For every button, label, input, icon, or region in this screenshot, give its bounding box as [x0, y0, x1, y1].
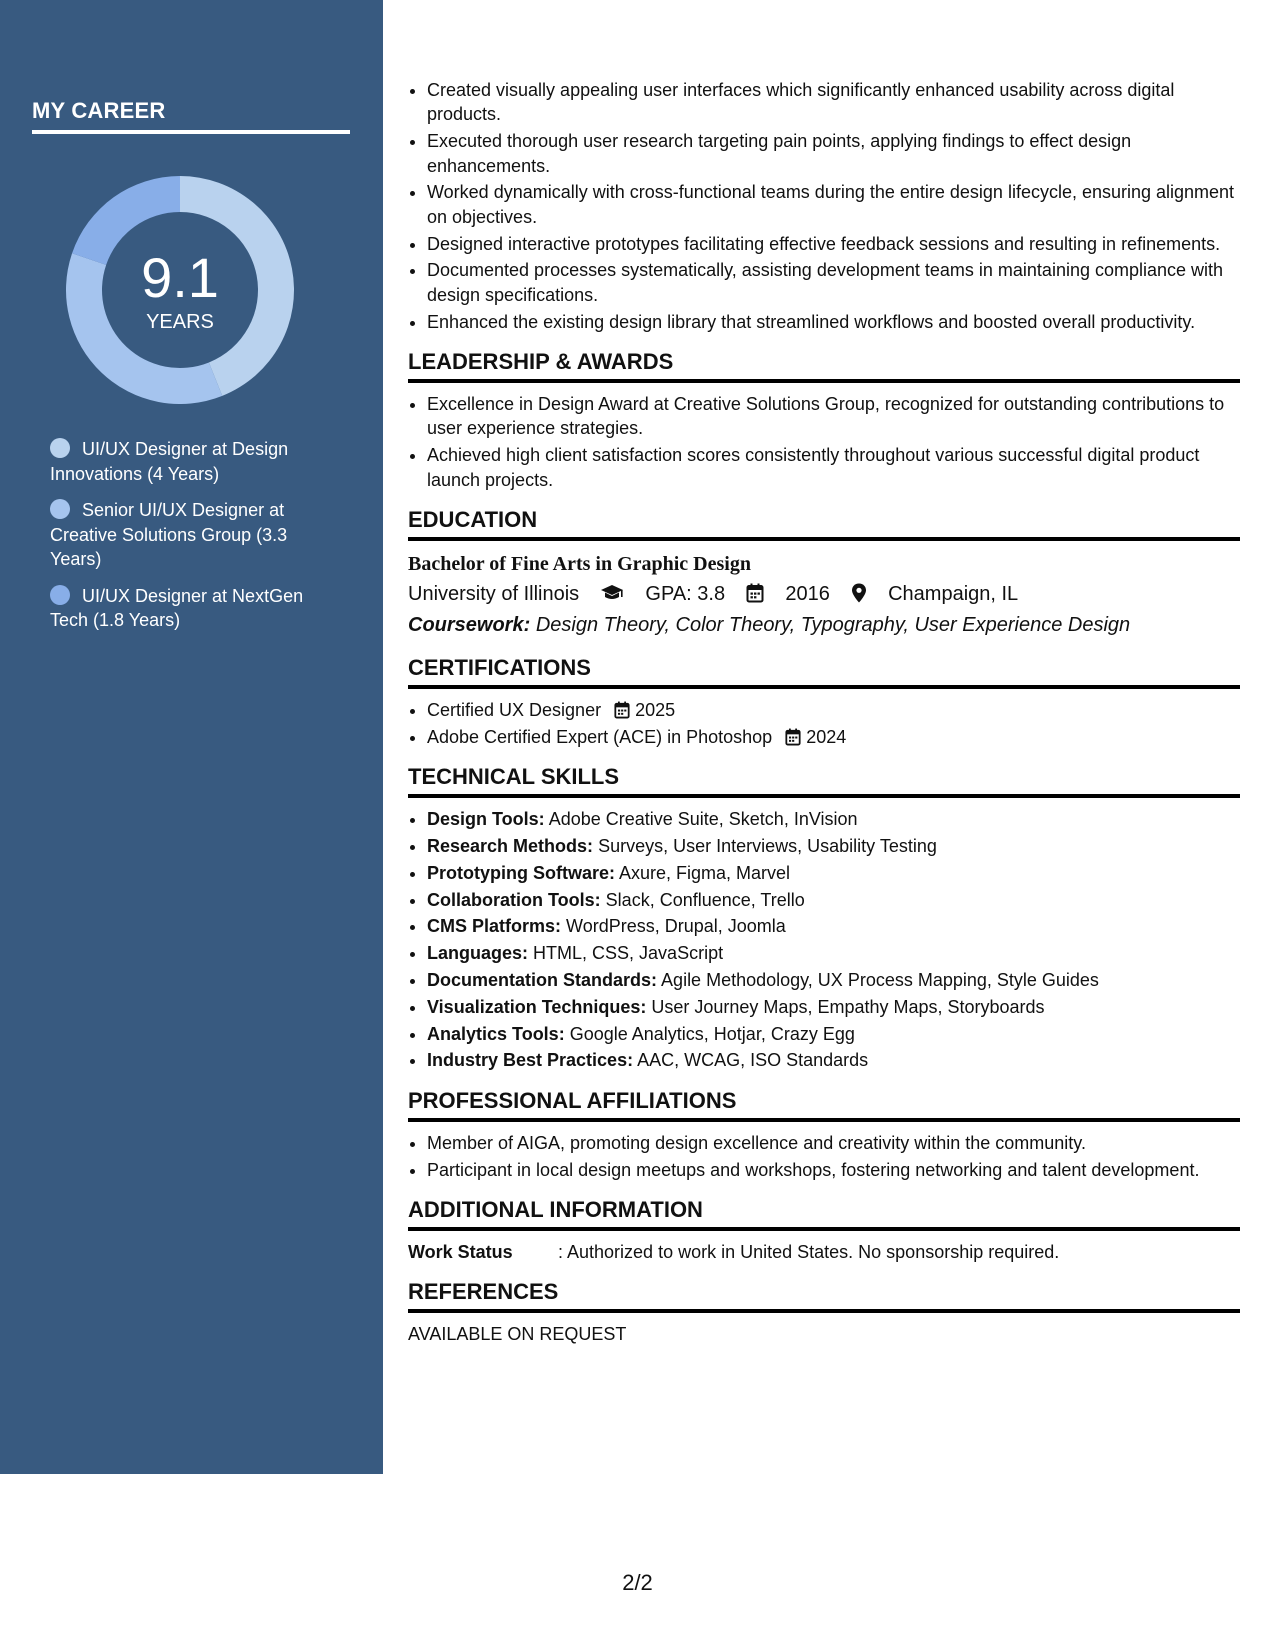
- skill-item: [427, 941, 1240, 965]
- skill-value: Surveys, User Interviews, Usability Testing: [598, 836, 937, 857]
- education-gpa: GPA: 3.8: [645, 583, 726, 606]
- education-year: 2016: [785, 583, 830, 606]
- career-legend: [50, 437, 320, 645]
- skill-item: [427, 968, 1240, 992]
- career-title: MY CAREER: [32, 98, 166, 123]
- list-item: • Achieved high client satisfaction scores consistently throughout various successful digital product launch projects.: [427, 443, 1240, 492]
- skill-item: [427, 914, 1240, 938]
- skill-label: Analytics Tools:: [427, 1023, 565, 1044]
- skill-item: [427, 834, 1240, 858]
- skill-value: WordPress, Drupal, Joomla: [566, 916, 786, 937]
- leadership-heading: LEADERSHIP & AWARDS: [408, 348, 1240, 383]
- map-pin-icon: [851, 583, 867, 603]
- education-coursework: [408, 610, 1240, 640]
- list-item: • Member of AIGA, promoting design excellence and creativity within the community.: [427, 1131, 1240, 1155]
- list-item: • Excellence in Design Award at Creative Solutions Group, recognized for outstanding contributions to user experience strategies.: [427, 392, 1240, 441]
- skill-value: Adobe Creative Suite, Sketch, InVision: [548, 809, 858, 830]
- skill-value: HTML, CSS, JavaScript: [533, 943, 724, 964]
- skill-value: Axure, Figma, Marvel: [619, 862, 791, 883]
- coursework-label: Coursework:: [408, 614, 531, 637]
- education-school: University of Illinois: [408, 583, 580, 606]
- career-total-unit: YEARS: [146, 311, 214, 333]
- list-item: • Participant in local design meetups and workshops, fostering networking and talent development.: [427, 1158, 1240, 1182]
- skill-value: AAC, WCAG, ISO Standards: [637, 1050, 869, 1071]
- references-text: AVAILABLE ON REQUEST: [408, 1324, 627, 1345]
- career-title-rule: [32, 130, 350, 134]
- graduation-cap-icon: [600, 583, 624, 603]
- skill-item: [427, 1048, 1240, 1072]
- legend-dot-icon: [50, 585, 70, 605]
- skill-value: Agile Methodology, UX Process Mapping, Style Guides: [661, 970, 1099, 991]
- certification-name: Certified UX Designer: [427, 700, 602, 721]
- calendar-icon: [785, 728, 801, 746]
- list-item: • Worked dynamically with cross-functional teams during the entire design lifecycle, ensuring alignment on objectives.: [427, 180, 1240, 229]
- education-details: [408, 578, 1240, 610]
- skill-item: [427, 861, 1240, 885]
- resume-main-column: [408, 78, 1240, 1346]
- list-item: • Created visually appealing user interfaces which significantly enhanced usability across digital products.: [427, 78, 1240, 127]
- skill-label: Documentation Standards:: [427, 970, 658, 991]
- certification-year: 2025: [635, 700, 676, 721]
- leadership-list: [408, 392, 1240, 492]
- career-legend-item: [50, 437, 320, 486]
- skills-heading: TECHNICAL SKILLS: [408, 763, 1240, 798]
- education-heading: EDUCATION: [408, 506, 1240, 541]
- list-item: • Documented processes systematically, assisting development teams in maintaining compliance with design specifications.: [427, 258, 1240, 307]
- career-sidebar: [0, 0, 383, 1474]
- skill-value: Google Analytics, Hotjar, Crazy Egg: [569, 1023, 855, 1044]
- references-heading: REFERENCES: [408, 1278, 1240, 1313]
- skill-item: [427, 1022, 1240, 1046]
- list-item: • Executed thorough user research targeting pain points, applying findings to effect design enhancements.: [427, 129, 1240, 178]
- certification-name: Adobe Certified Expert (ACE) in Photoshop: [427, 726, 773, 747]
- skill-label: Visualization Techniques:: [427, 996, 647, 1017]
- education-degree: Bachelor of Fine Arts in Graphic Design: [408, 553, 751, 576]
- education-location: Champaign, IL: [888, 583, 1019, 606]
- career-legend-label: Senior UI/UX Designer at Creative Solutions Group (3.3 Years): [50, 500, 288, 569]
- skill-value: User Journey Maps, Empathy Maps, Storyboards: [651, 996, 1045, 1017]
- skill-label: Industry Best Practices:: [427, 1050, 634, 1071]
- certifications-list: [408, 698, 1240, 749]
- legend-dot-icon: [50, 499, 70, 519]
- legend-dot-icon: [50, 438, 70, 458]
- certifications-heading: CERTIFICATIONS: [408, 654, 1240, 689]
- work-status-row: [408, 1240, 1240, 1264]
- affiliations-heading: PROFESSIONAL AFFILIATIONS: [408, 1087, 1240, 1122]
- work-status-value: : Authorized to work in United States. No sponsorship required.: [558, 1242, 1060, 1263]
- skill-label: Prototyping Software:: [427, 862, 615, 883]
- skill-label: CMS Platforms:: [427, 916, 562, 937]
- career-legend-item: [50, 498, 320, 572]
- page-number: 2/2: [622, 1570, 653, 1595]
- skill-item: [427, 807, 1240, 831]
- affiliations-list: [408, 1131, 1240, 1182]
- career-total-years: 9.1: [141, 246, 219, 309]
- career-legend-item: [50, 584, 320, 633]
- skill-item: [427, 888, 1240, 912]
- additional-info-heading: ADDITIONAL INFORMATION: [408, 1196, 1240, 1231]
- list-item: • Enhanced the existing design library that streamlined workflows and boosted overall productivity.: [427, 310, 1240, 334]
- skill-item: [427, 995, 1240, 1019]
- skill-label: Research Methods:: [427, 836, 594, 857]
- career-legend-label: UI/UX Designer at Design Innovations (4 Years): [50, 439, 289, 484]
- skill-label: Languages:: [427, 943, 529, 964]
- certification-item: [427, 725, 1240, 749]
- skill-label: Design Tools:: [427, 809, 545, 830]
- list-item: • Designed interactive prototypes facilitating effective feedback sessions and resulting in refinements.: [427, 232, 1240, 256]
- calendar-icon: [614, 701, 630, 719]
- work-status-label: Work Status: [408, 1242, 513, 1263]
- experience-bullet-list: [408, 78, 1240, 334]
- career-legend-label: UI/UX Designer at NextGen Tech (1.8 Years): [50, 585, 304, 630]
- calendar-icon: [746, 583, 764, 603]
- skill-label: Collaboration Tools:: [427, 889, 601, 910]
- certification-item: [427, 698, 1240, 722]
- coursework-value: Design Theory, Color Theory, Typography, User Experience Design: [535, 614, 1131, 637]
- skill-value: Slack, Confluence, Trello: [605, 889, 805, 910]
- skills-list: [408, 807, 1240, 1073]
- certification-year: 2024: [806, 726, 847, 747]
